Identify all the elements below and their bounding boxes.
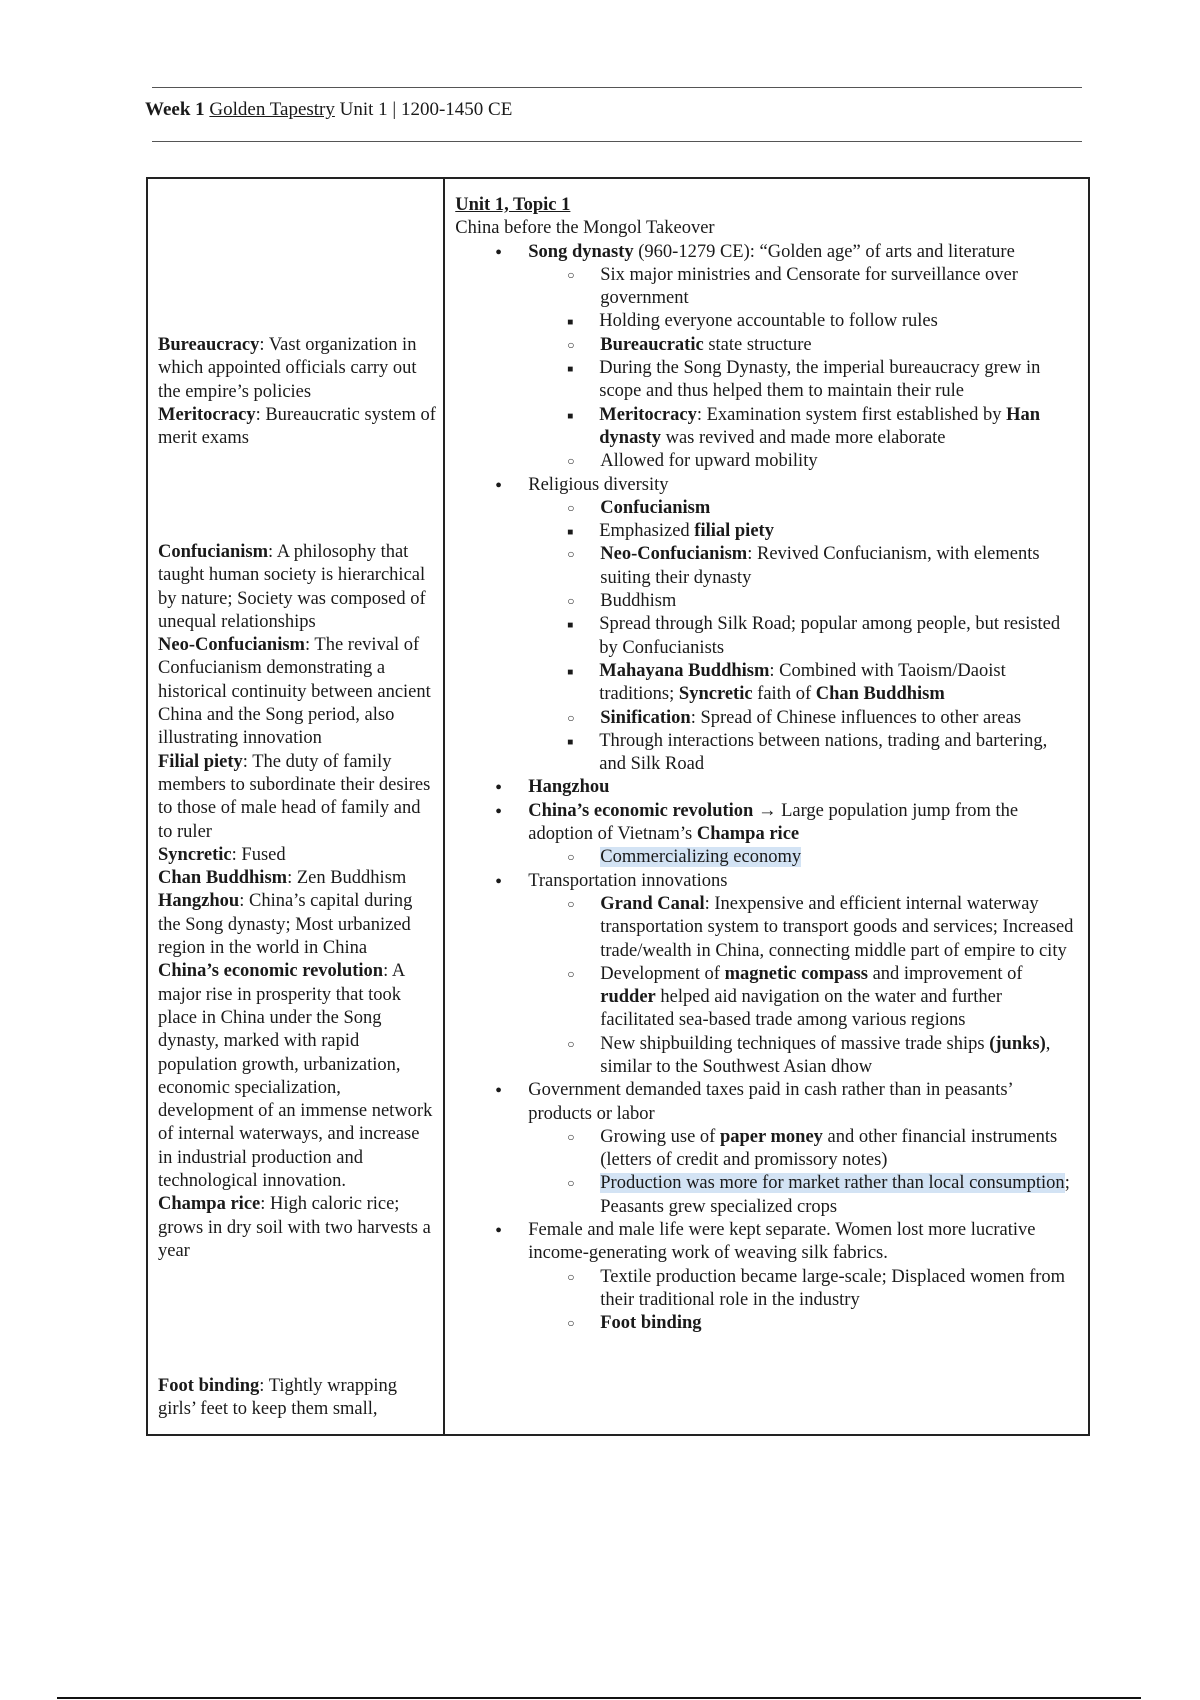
highlight-commercializing: Commercializing economy <box>600 847 802 868</box>
list-item: ● Hangzhou <box>455 776 1078 799</box>
list-item: ■ Holding everyone accountable to follow rules <box>527 310 1078 333</box>
list-item: ○ Neo-Confucianism: Revived Confucianism, with elements suiting their dynasty <box>528 543 1078 590</box>
cue-confucianism: Confucianism: A philosophy that taught human society is hierarchical by nature; Society was composed of unequal relationships <box>158 542 426 632</box>
list-item: ● China’s economic revolution → Large population jump from the adoption of Vietnam’s Champa rice ○ Commercializing economy <box>455 800 1078 870</box>
list-item: ○ Buddhism ■ Spread through Silk Road; popular among people, but resisted by Confucianists ■ Mahayana Buddhism: Combined with Taoism/Daoist traditions; Syncretic faith of Chan Buddhism <box>528 590 1078 706</box>
list-item: ● Female and male life were kept separate. Women lost more lucrative income-generating work of weaving silk fabrics. ○ Textile production became large-scale; Displaced women from their traditional role in the industry ○ Foot binding <box>455 1219 1078 1335</box>
cue-block-religion <box>158 541 438 1263</box>
list-item <box>528 846 1078 869</box>
notes-list <box>455 241 1078 1336</box>
list-item: ○ Six major ministries and Censorate for surveillance over government ■ Holding everyone accountable to follow rules <box>528 264 1078 334</box>
cue-hangzhou: Hangzhou: China’s capital during the Song dynasty; Most urbanized region in the world in China <box>158 891 413 959</box>
page-header <box>145 99 512 121</box>
list-item: ■ Mahayana Buddhism: Combined with Taoism/Daoist traditions; Syncretic faith of Chan Buddhism <box>527 660 1078 707</box>
list-item: ○ Production was more for market rather than local consumption; Peasants grew specialized crops <box>528 1172 1078 1219</box>
cue-filial-piety: Filial piety: The duty of family members to subordinate their desires to those of male head of family and to ruler <box>158 751 431 842</box>
list-item: ■ Spread through Silk Road; popular among people, but resisted by Confucianists <box>527 613 1078 660</box>
cue-column <box>147 178 444 1435</box>
topic-subtitle: China before the Mongol Takeover <box>455 218 715 239</box>
header-week: Week 1 <box>145 99 205 120</box>
list-item: ○ Foot binding <box>528 1312 1078 1335</box>
cornell-notes-table <box>146 177 1090 1436</box>
cue-block-foot-binding <box>158 1375 438 1422</box>
cue-champa-rice: Champa rice: High caloric rice; grows in dry soil with two harvests a year <box>158 1194 431 1261</box>
list-item: ■ Meritocracy: Examination system first established by Han dynasty was revived and made more elaborate <box>527 404 1078 451</box>
cue-block-bureaucracy <box>158 334 438 450</box>
cue-neo-confucianism: Neo-Confucianism: The revival of Confucianism demonstrating a historical continuity between ancient China and the Song period, also illustrating innovation <box>158 635 431 749</box>
cue-economic-revolution: China’s economic revolution: A major rise in prosperity that took place in China under the Song dynasty, marked with rapid population growth, urbanization, economic specialization, development of an immense network of internal waterways, and increase in industrial production and technological innovation. <box>158 961 433 1192</box>
list-item: ○ Textile production became large-scale; Displaced women from their traditional role in the industry <box>528 1266 1078 1313</box>
topic-heading: Unit 1, Topic 1 <box>455 195 571 215</box>
bottom-rule <box>57 1697 1141 1699</box>
list-item: ○ Confucianism ■ Emphasized filial piety <box>528 497 1078 544</box>
list-item: ● Religious diversity ○ Confucianism ■ Emphasized filial piety ○ Neo-Confucianism: Revived Confucianism, with elements suiting their dynasty ○ Buddhism ■ Spread through Silk Road; popular among people, but resisted by Confucianists ■ Mahayana Buddhism: Combined with Taoism/Daoist traditions; Syncretic faith of Chan Buddhism ○ Sinification: Spread of Chinese influences to other areas ■ Through interactions between nations, trading and bartering, and Silk Road <box>455 474 1078 777</box>
cue-meritocracy: Meritocracy: Bureaucratic system of merit exams <box>158 404 436 449</box>
cue-foot-binding: Foot binding: Tightly wrapping girls’ feet to keep them small, <box>158 1376 398 1420</box>
highlight-production: Production was more for market rather than local consumption <box>600 1173 1065 1194</box>
list-item: ○ Sinification: Spread of Chinese influences to other areas ■ Through interactions between nations, trading and bartering, and Silk Road <box>528 707 1078 777</box>
list-item: ■ Through interactions between nations, trading and bartering, and Silk Road <box>527 730 1078 777</box>
top-rule <box>152 87 1082 88</box>
cue-bureaucracy: Bureaucracy: Vast organization in which appointed officials carry out the empire’s policies <box>158 335 417 402</box>
list-item: ● Song dynasty (960-1279 CE): “Golden age” of arts and literature ○ Six major ministries and Censorate for surveillance over government ■ Holding everyone accountable to follow rules ○ Bureaucratic state structure ■ During the Song Dynasty, the imperial bureaucracy grew in scope and thus helped them to maintain their rule ■ Meritocracy: Examination system first established by Han dynasty was revived and made more elaborate ○ Allowed for upward mobility <box>455 241 1078 474</box>
list-item: ○ Grand Canal: Inexpensive and efficient internal waterway transportation system to transport goods and services; Increased trade/wealth in China, connecting middle part of empire to city <box>528 893 1078 963</box>
cue-syncretic: Syncretic: Fused <box>158 844 286 865</box>
list-item: ● Government demanded taxes paid in cash rather than in peasants’ products or labor ○ Growing use of paper money and other financial instruments (letters of credit and promissory notes) ○ Production was more for market rather than local consumption; Peasants grew specialized crops <box>455 1079 1078 1219</box>
list-item: ○ Bureaucratic state structure ■ During the Song Dynasty, the imperial bureaucracy grew in scope and thus helped them to maintain their rule ■ Meritocracy: Examination system first established by Han dynasty was revived and made more elaborate <box>528 334 1078 450</box>
list-item: ○ Development of magnetic compass and improvement of rudder helped aid navigation on the water and further facilitated sea-based trade among various regions <box>528 963 1078 1033</box>
header-book-link[interactable]: Golden Tapestry <box>209 99 335 120</box>
list-item: ○ New shipbuilding techniques of massive trade ships (junks), similar to the Southwest Asian dhow <box>528 1033 1078 1080</box>
list-item: ● Transportation innovations ○ Grand Canal: Inexpensive and efficient internal waterway transportation system to transport goods and services; Increased trade/wealth in China, connecting middle part of empire to city ○ Development of magnetic compass and improvement of rudder helped aid navigation on the water and further facilitated sea-based trade among various regions ○ New shipbuilding techniques of massive trade ships (junks), similar to the Southwest Asian dhow <box>455 870 1078 1080</box>
cue-chan-buddhism: Chan Buddhism: Zen Buddhism <box>158 868 407 889</box>
header-unit: Unit 1 | 1200-1450 CE <box>339 99 513 120</box>
list-item: ○ Growing use of paper money and other financial instruments (letters of credit and promissory notes) <box>528 1126 1078 1173</box>
notes-column <box>444 178 1089 1435</box>
header-rule <box>152 141 1082 142</box>
list-item: ■ During the Song Dynasty, the imperial bureaucracy grew in scope and thus helped them to maintain their rule <box>527 357 1078 404</box>
list-item: ○ Allowed for upward mobility <box>528 450 1078 473</box>
list-item: ■ Emphasized filial piety <box>527 520 1078 543</box>
